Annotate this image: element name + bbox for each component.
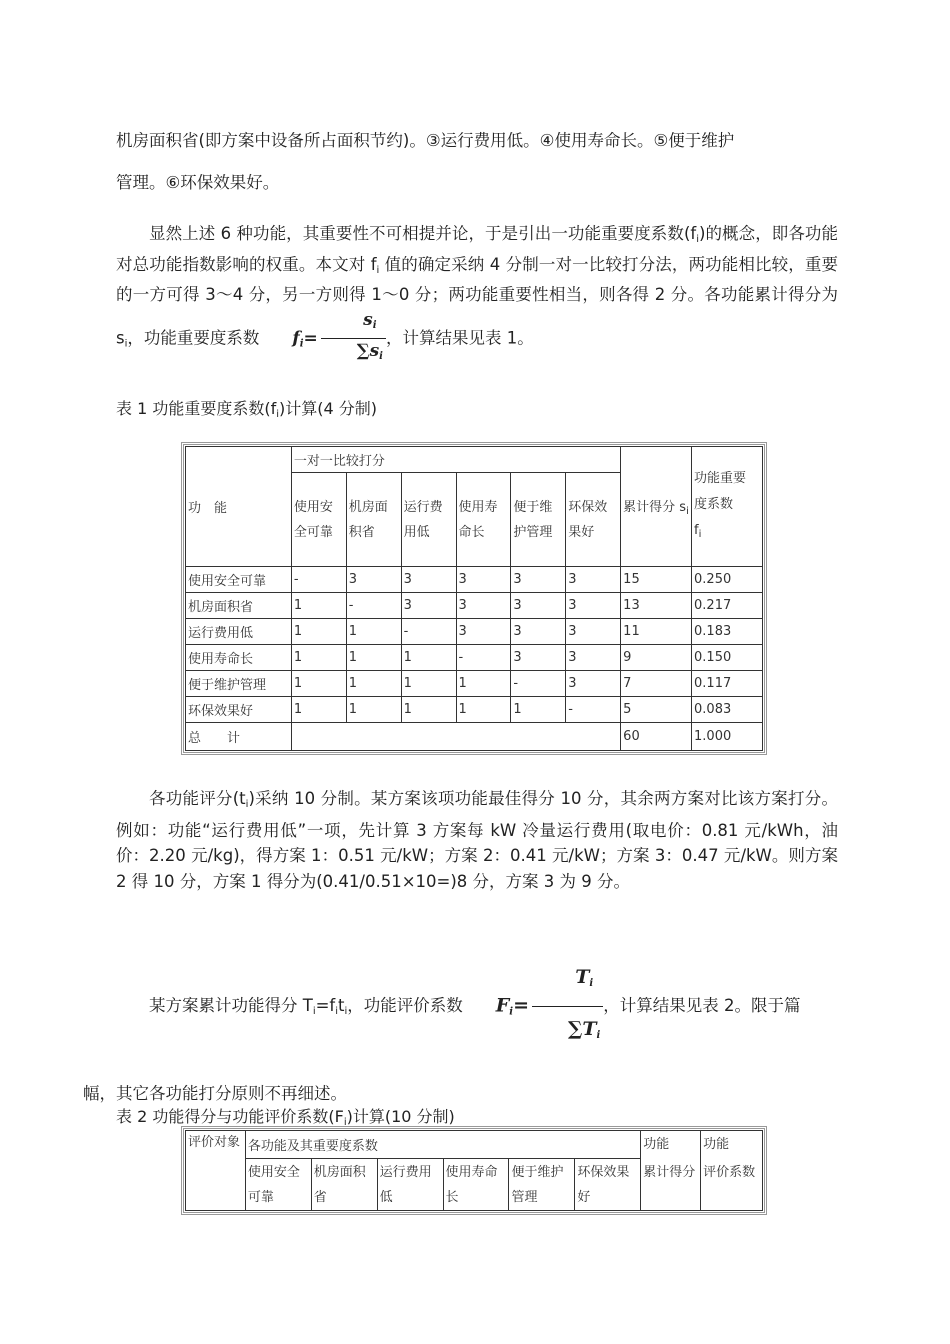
table-cell: 0.217 [692, 593, 763, 619]
formula-fi: $f_i=$ $\frac{s_i}{\sum s_i}$ [259, 308, 386, 370]
table-cell: 3 [456, 619, 511, 645]
table-cell: 3 [511, 567, 566, 593]
table-cell: 1 [401, 645, 456, 671]
table-row [186, 619, 763, 645]
table-cell: 3 [566, 671, 621, 697]
table-cell: 3 [566, 593, 621, 619]
table2-col-header: 使用安全可靠 [245, 1159, 311, 1211]
table-row [186, 593, 763, 619]
table-cell: 1 [456, 671, 511, 697]
table2-col-header: 环保效果好 [575, 1159, 641, 1211]
table-cell: 3 [456, 567, 511, 593]
table-cell: - [291, 567, 346, 593]
table2-caption: 表 2 功能得分与功能评价系数$(F_i)$计算(10 分制) [116, 1107, 455, 1128]
table-cell: 3 [566, 645, 621, 671]
table-cell: 0.117 [692, 671, 763, 697]
table-cell: - [511, 671, 566, 697]
table-cell: 1 [346, 619, 401, 645]
table-cell: 1 [346, 645, 401, 671]
table2-col-header: 使用寿命长 [443, 1159, 509, 1211]
table-cell: 13 [621, 593, 692, 619]
table-cell: 1 [291, 697, 346, 723]
table1-caption: 表 1 功能重要度系数$(f_i)$计算(4 分制) [116, 399, 378, 420]
table-cell: 1 [346, 697, 401, 723]
table-cell: 7 [621, 671, 692, 697]
table-cell: 9 [621, 645, 692, 671]
table-cell: - [566, 697, 621, 723]
table-cell: 便于维护管理 [186, 671, 292, 697]
table-cell: 1 [401, 671, 456, 697]
table1-col-header: 环保效果好 [566, 473, 621, 567]
table-cell: - [346, 593, 401, 619]
formula-Fi: $F_i=$ $\frac{T_i}{\sum T_i}$ [463, 955, 604, 1058]
table1-group-header: 一对一比较打分 [291, 447, 620, 473]
table-cell: 3 [511, 619, 566, 645]
table-cell: 使用寿命长 [186, 645, 292, 671]
table1-col-header: 使用安全可靠 [291, 473, 346, 567]
table-cell: 0.183 [692, 619, 763, 645]
table-cell: 5 [621, 697, 692, 723]
table-cell: 15 [621, 567, 692, 593]
paragraph-intro [116, 120, 838, 204]
table-cell: 0.083 [692, 697, 763, 723]
table2-score-header: 功能 累计得分 [641, 1131, 701, 1211]
table-cell: 1 [291, 593, 346, 619]
table-cell: 0.150 [692, 645, 763, 671]
table-cell: 环保效果好 [186, 697, 292, 723]
table1-col-header: 便于维护管理 [511, 473, 566, 567]
table2-obj-header: 评价对象 [186, 1131, 246, 1211]
table-row [186, 671, 763, 697]
table-cell: 1 [401, 697, 456, 723]
table1-col-header: 机房面积省 [346, 473, 401, 567]
table1-score-header: 累计得分 $s_i$ [621, 447, 692, 567]
table-cell: 使用安全可靠 [186, 567, 292, 593]
table-cell: 3 [456, 593, 511, 619]
table-row [186, 697, 763, 723]
table-cell: 0.250 [692, 567, 763, 593]
table-cell: 3 [346, 567, 401, 593]
table1-total-row: 总 计 60 1.000 [186, 723, 763, 751]
table-cell: 3 [566, 619, 621, 645]
table1-col-header: 运行费用低 [401, 473, 456, 567]
table1-func-header: 功 能 [186, 447, 292, 567]
table-cell: 1 [511, 697, 566, 723]
table2-group-header: 各功能及其重要度系数 [245, 1131, 640, 1159]
paragraph-importance: 显然上述 6 种功能，其重要性不可相提并论，于是引出一功能重要度系数$(f_i)$的概念，即各功能对总功能指数影响的权重。本文对 $f_i$ 值的确定采纳 4 分制一对一比较打分法，两功能相比较，重要的一方可得 3～4 分，另一方则得 1～0 分；两功能重要性相当，则各得 2 分。各功能累计得分为 $s_i$，功能重要度系数 $f_i=$ $\frac{s_i}{\sum s_i}$ ，计算结果见表 1。 [116, 222, 838, 370]
table-cell: 运行费用低 [186, 619, 292, 645]
table-cell: - [401, 619, 456, 645]
table-cell: 3 [566, 567, 621, 593]
table2 [185, 1130, 763, 1211]
table-cell: 1 [456, 697, 511, 723]
table-cell: 3 [511, 645, 566, 671]
table-cell: - [456, 645, 511, 671]
table-cell: 1 [346, 671, 401, 697]
table1-coef-header: 功能重要 度系数 $f_i$ [692, 447, 763, 567]
table-cell: 3 [511, 593, 566, 619]
table2-col-header: 便于维护管理 [509, 1159, 575, 1211]
table2-coef-header: 功能 评价系数 [701, 1131, 763, 1211]
table-row [186, 645, 763, 671]
table-cell: 1 [291, 619, 346, 645]
paragraph-scoring: 各功能评分$(t_i)$采纳 10 分制。某方案该项功能最佳得分 10 分，其余两方案对比该方案打分。例如：功能“运行费用低”一项，先计算 3 方案每 kW 冷量运行费用(取电价：0.81 元/kWh，油价：2.20 元/kg)，得方案 1：0.51 元/kW；方案 2：0.41 元/kW；方案 3：0.47 元/kW。则方案 2 得 10 分，方案 1 得分为(0.41/0.51×10=)8 分，方案 3 为 9 分。 [116, 789, 838, 891]
text-line: 管理。⑥环保效果好。 [116, 173, 280, 192]
text-line: 机房面积省(即方案中设备所占面积节约)。③运行费用低。④使用寿命长。⑤便于维护 [116, 131, 735, 150]
paragraph-evaluation: 某方案累计功能得分 $T_i=f_it_i$，功能评价系数 $F_i=$ $\frac{T_i}{\sum T_i}$ ，计算结果见表 2。限于篇 幅，其它各功能打分原则不再细述。 [116, 955, 838, 1116]
table-cell: 3 [401, 567, 456, 593]
table1 [185, 446, 763, 751]
table-cell: 1 [291, 645, 346, 671]
table-cell: 3 [401, 593, 456, 619]
table-cell: 11 [621, 619, 692, 645]
table2-col-header: 运行费用低 [377, 1159, 443, 1211]
table1-col-header: 使用寿命长 [456, 473, 511, 567]
table-cell: 机房面积省 [186, 593, 292, 619]
table2-col-header: 机房面积省 [311, 1159, 377, 1211]
table-row [186, 567, 763, 593]
table-cell: 1 [291, 671, 346, 697]
